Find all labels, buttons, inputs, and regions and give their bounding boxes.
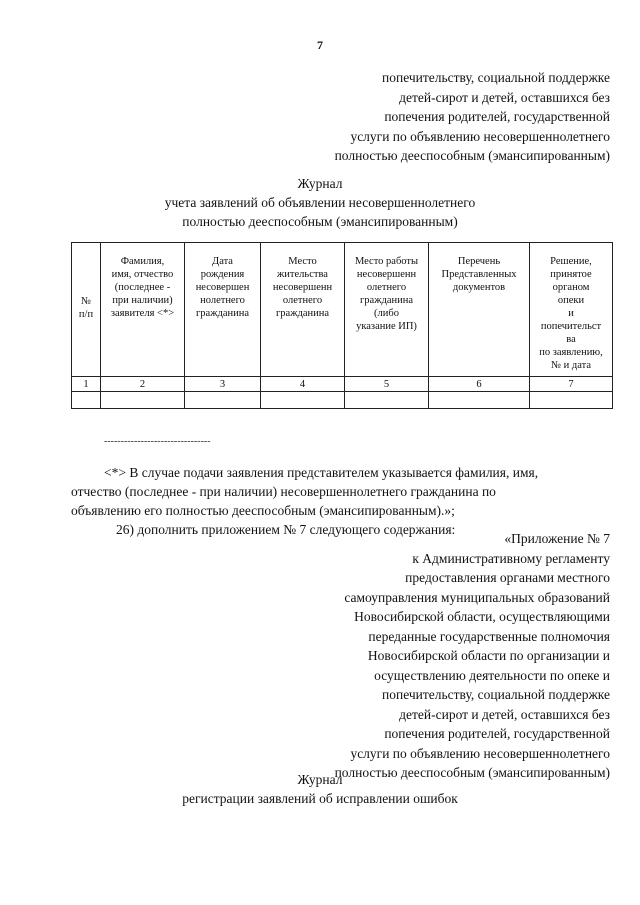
appendix-line: попечительству, социальной поддержке [382,687,610,702]
journal-subtitle-line: учета заявлений об объявлении несовершеннолетнего [164,195,476,210]
journal-accounting-heading [0,174,640,231]
empty-cell [185,392,261,409]
appendix-line: Новосибирской области по организации и [367,648,610,663]
column-number-cell: 1 [72,377,101,392]
footnote-line: <*> В случае подачи заявления представителем указывается фамилия, имя, [104,465,539,480]
footnote-line: объявлению его полностью дееспособным (эмансипированным).»; [71,503,455,518]
column-number-cell: 7 [530,377,613,392]
empty-cell [101,392,185,409]
empty-cell [429,392,530,409]
journal-table [71,242,613,409]
appendix-line: предоставления органами местного [405,570,610,585]
amendment-paragraph: 26) дополнить приложением № 7 следующего содержания: [116,522,456,537]
appendix-line: осуществлению деятельности по опеке и [374,667,610,683]
top-block-line: попечительству, социальной поддержке [382,70,610,85]
header-cell-birth-date: Дата рождения несовершен нолетнего гражданина [185,243,261,377]
top-block-line: попечения родителей, государственной [384,109,610,124]
column-number-cell: 3 [185,377,261,392]
column-number-cell: 5 [345,377,429,392]
top-block-line: детей-сирот и детей, оставшихся без [399,89,610,105]
header-cell-applicant-name: Фамилия, имя, отчество (последнее - при наличии) заявителя <*> [101,243,185,377]
table-row-column-numbers [72,377,613,392]
footnote-separator: -------------------------------- [104,436,211,447]
journal-errors-heading [0,770,640,808]
appendix-line: услуги по объявлению несовершеннолетнего [350,745,610,761]
empty-cell [72,392,101,409]
page-number: 7 [317,38,323,52]
appendix-line: детей-сирот и детей, оставшихся без [399,706,610,722]
appendix-line: к Административному регламенту [412,550,610,566]
top-block [335,68,610,166]
appendix-line: Новосибирской области, осуществляющими [354,609,610,624]
column-number-cell: 6 [429,377,530,392]
header-cell-documents: Перечень Представленных документов [429,243,530,377]
footnote-line: отчество (последнее - при наличии) несовершеннолетнего гражданина по [71,484,496,499]
top-block-line: услуги по объявлению несовершеннолетнего [350,128,610,144]
appendix-block [335,529,610,783]
top-block-line: полностью дееспособным (эмансипированным) [334,148,610,163]
header-cell-decision: Решение, принятое органом опеки и попечительст ва по заявлению, № и дата [530,243,613,377]
empty-cell [345,392,429,409]
journal-title: Журнал [297,772,343,787]
empty-cell [261,392,345,409]
appendix-line: попечения родителей, государственной [384,726,610,741]
column-number-cell: 2 [101,377,185,392]
appendix-line: переданные государственные полномочия [368,628,610,644]
journal-title: Журнал [297,176,343,191]
journal-subtitle-line: полностью дееспособным (эмансипированным) [182,214,458,229]
empty-cell [530,392,613,409]
column-number-cell: 4 [261,377,345,392]
table-header-row [72,243,613,377]
header-cell-number: № п/п [72,243,101,377]
table-row-empty [72,392,613,409]
journal-subtitle-line: регистрации заявлений об исправлении ошибок [182,791,458,806]
appendix-line: полностью дееспособным (эмансипированным) [334,765,610,780]
header-cell-workplace: Место работы несовершенн олетнего гражданина (либо указание ИП) [345,243,429,377]
appendix-line: самоуправления муниципальных образований [344,589,610,605]
appendix-line: «Приложение № 7 [504,531,610,546]
footnote [71,463,612,520]
header-cell-residence: Место жительства несовершенн олетнего гражданина [261,243,345,377]
